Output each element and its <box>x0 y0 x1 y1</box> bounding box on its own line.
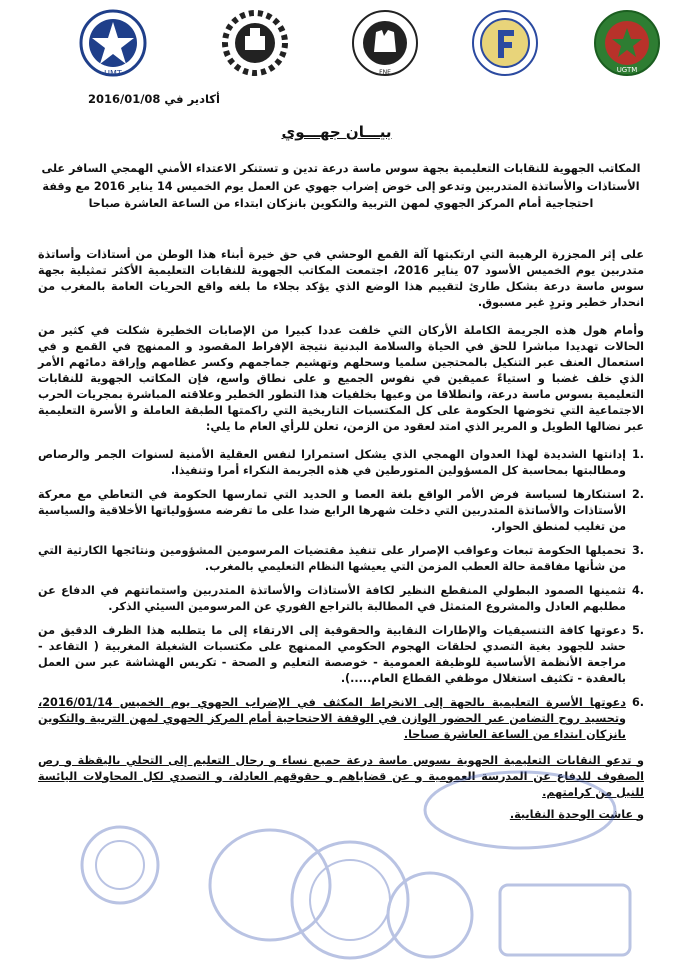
item-text: دعوتها الأسرة التعليمية بالجهة إلى الانخراط المكثف في الإضراب الجهوي يوم الخميس 2016/01/14، وتجسيد روح التضامن عبر الحضور الوازن في الوقفة الاحتجاجية أمام المركز الجهوي لمهن التربية والتكوين بانزكان ابتداء من الساعة العاشرة صباحا. <box>38 695 626 741</box>
ugtm-logo <box>592 8 662 78</box>
cdt-logo <box>220 8 290 78</box>
item-text: إدانتها الشديدة لهذا العدوان الهمجي الذي يشكل استمرارا لنفس العقلية الأمنية لسنوات الجمر والرصاص ومطالبتها بمحاسبة كل المسؤولين المتورطين في هذه الجريمة النكراء أمرا وتنفيذا. <box>38 447 626 477</box>
stamp-umt-2 <box>210 830 330 940</box>
demands-list <box>38 447 644 743</box>
intro-heading: المكاتب الجهوية للنقابات التعليمية بجهة سوس ماسة درعة تدين و تستنكر الاعتداء الأمني الهمجي السافر على الأستاذات والأساتذة المتدربين وتدعو إلى خوض إضراب جهوي عن العمل يوم الخميس 14 يناير 2016 مع وقفة احتجاجية أمام المركز الجهوي لمهن التربية والتكوين بانزكان ابتداء من الساعة العاشرة صباحا <box>41 162 641 210</box>
closing-paragraph: و تدعو النقابات التعليمية الجهوية بسوس ماسة درعة جميع نساء و رجال التعليم إلى التحلي باليقظة و رص الصفوف للدفاع عن المدرسة العمومية و عن قضاياهم و حقوقهم العادلة، و التصدي لكل المحاولات اليائسة للنيل من كرامتهم. <box>38 753 644 799</box>
item-text: تثمينها الصمود البطولي المنقطع النظير لكافة الأستاذات والأساتذة المتدربين واستماتتهم في الدفاع عن مطلبهم العادل والمشروع المتمثل في المطالبة بالتراجع الفوري عن المرسومين السيئي الذكر. <box>38 583 626 613</box>
fne-logo <box>350 8 420 78</box>
stamp-cdt <box>500 885 630 955</box>
item-number: .4 <box>631 583 644 597</box>
stamp-fne-inner <box>310 860 390 940</box>
stamp-fne <box>292 842 408 958</box>
item-number: .2 <box>631 487 644 501</box>
item-text: دعوتها كافة التنسيقيات والإطارات النقابية والحقوقية إلى الارتقاء إلى ما يتطلبه هذا الظرف الدقيق من حشد للجهود بغية التصدي لحلقات الهجوم الحكومي الممنهج على مكتسبات الشغيلة المغربية ( التقاعد - مراجعة الأنظمة الأساسية للوظيفة العمومية - خوصصة التعليم و الصحة - تكريس الهشاشة عبر سن العمل بالعقدة - تكثيف استغلال موظفي القطاع العام.....). <box>38 623 626 685</box>
header-logos <box>0 8 673 78</box>
list-item <box>38 543 644 575</box>
list-item <box>38 487 644 535</box>
signoff: و عاشت الوحدة النقابية. <box>509 807 644 821</box>
list-item <box>38 623 644 687</box>
list-item <box>38 695 644 743</box>
fdt-logo <box>470 8 540 78</box>
item-text: استنكارها لسياسة فرض الأمر الواقع بلغة العصا و الحديد التي تمارسها الحكومة في التعاطي مع معركة الأستاذات والأساتذة المتدربين التي دخلت شهرها الرابع ضدا على ما تفرضه مسؤولياتها الأخلاقية والسياسية من تغليب لمنطق الحوار. <box>38 487 626 533</box>
paragraph-2: وأمام هول هذه الجريمة الكاملة الأركان التي خلفت عددا كبيرا من الإصابات الخطيرة شكلت في كثير من الحالات تهديدا مباشرا للحق في الحياة والسلامة البدنية نتيجة الإفراط المقصود و الممنهج في القمع و في استعمال العنف عبر التنكيل بالمحتجين سلميا وسحلهم وتهشيم جماجمهم وكسر عظامهم وإراقة دمائهم الأمر الذي خلف غضبا و استياءً عميقين في نفوس الجميع و على نطاق واسع، فإن المكاتب الجهوية للنقابات التعليمية بسوس ماسة درعة، وانطلاقا من وعيها بخلفيات هذا التطور الخطير وعلاقته المباشرة بمجريات الحرب الاجتماعية التي تخوضها الحكومة على كل المكتسبات التاريخية التي راكمتها الطبقة العاملة و الأسرة التعليمية عبر نضالها الطويل و المرير الذي امتد لعقود من الزمن، تعلن للرأي العام ما يلي: <box>38 323 644 433</box>
item-number: .1 <box>631 447 644 461</box>
document-body <box>38 160 644 823</box>
stamp-umt-3 <box>82 827 158 903</box>
list-item <box>38 447 644 479</box>
item-text: تحميلها الحكومة تبعات وعواقب الإصرار على تنفيذ مقتضيات المرسومين المشؤومين ونتائجها الكارثية التي من شأنها مفاقمة حالة العطب المزمن التي يعيشها النظام التعليمي بالمغرب. <box>38 543 626 573</box>
stamp-umt-4 <box>96 841 144 889</box>
stamp-fdt <box>388 873 472 957</box>
item-number: .3 <box>631 543 644 557</box>
document-date: أكادير في 2016/01/08 <box>88 92 220 106</box>
svg-text:UGTM: UGTM <box>616 66 638 74</box>
document-title: بيـــان جهـــوي <box>281 123 392 141</box>
item-number: .6 <box>631 695 644 709</box>
list-item <box>38 583 644 615</box>
umt-logo <box>78 8 148 78</box>
svg-text:FNE: FNE <box>379 69 391 76</box>
svg-text:UMT: UMT <box>104 69 122 78</box>
item-number: .5 <box>631 623 644 637</box>
paragraph-1: على إثر المجزرة الرهيبة التي ارتكبتها آلة القمع الوحشي في حق خيرة أبناء هذا الوطن من أستاذات وأساتذة متدربين يوم الخميس الأسود 07 يناير 2016، اجتمعت المكاتب الجهوية للنقابات التعليمية الأكثر تمثيلية بجهة سوس ماسة درعة بشكل طارئ لتقييم هذا الوضع الذي يؤكد بجلاء ما بلغه واقع الحريات العامة بالمغرب من انحدار خطير وتردٍ غير مسبوق. <box>38 247 644 309</box>
